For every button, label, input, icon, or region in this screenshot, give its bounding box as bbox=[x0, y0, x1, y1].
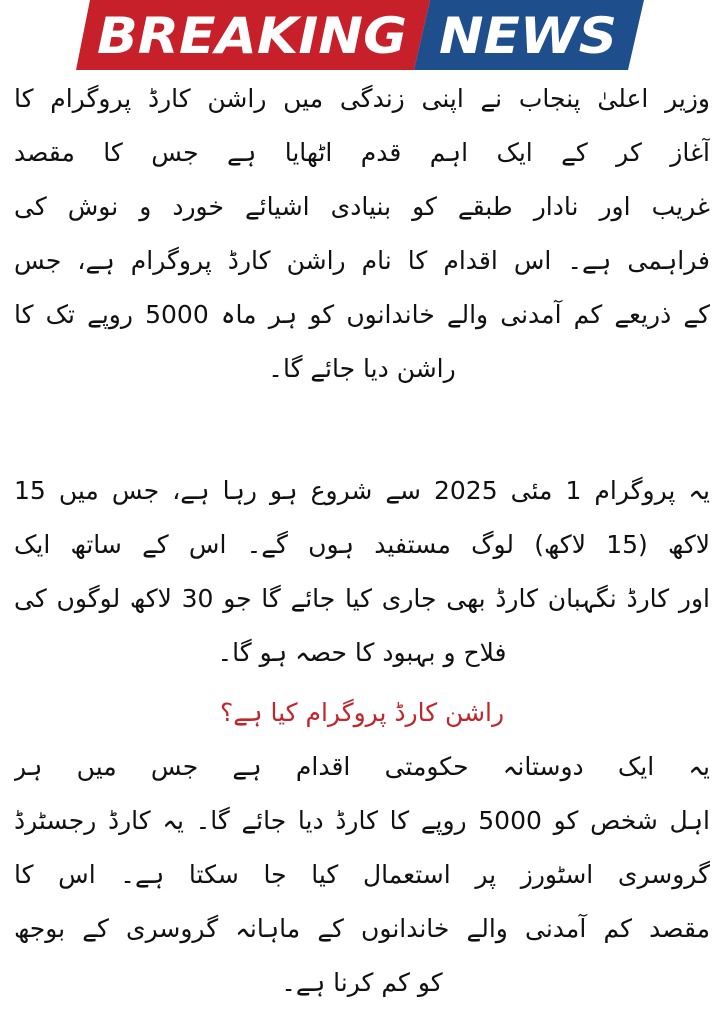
breaking-news-logo bbox=[76, 0, 644, 70]
paragraph-1-line: وزیر اعلیٰ پنجاب نے اپنی زندگی میں راشن کارڈ پروگرام کا bbox=[14, 84, 710, 113]
banner-word-breaking: BREAKING bbox=[97, 7, 407, 65]
banner-word-news: NEWS bbox=[439, 7, 617, 65]
paragraph-3-line: کو کم کرنا ہے۔ bbox=[281, 968, 443, 997]
paragraph-1-line: راشن دیا جائے گا۔ bbox=[268, 354, 456, 383]
paragraph-3-line: یہ ایک دوستانہ حکومتی اقدام ہے جس میں ہر bbox=[14, 752, 710, 781]
paragraph-1-line: آغاز کر کے ایک اہم قدم اٹھایا ہے جس کا مقصد bbox=[14, 138, 710, 167]
paragraph-2-line: اور کارڈ نگہبان کارڈ بھی جاری کیا جائے گا جو 30 لاکھ لوگوں کی bbox=[14, 584, 710, 613]
paragraph-2-line: یہ پروگرام 1 مئی 2025 سے شروع ہو رہا ہے، جس میں 15 bbox=[14, 476, 710, 505]
paragraph-2-line: فلاح و بہبود کا حصہ ہو گا۔ bbox=[217, 638, 507, 667]
paragraph-1-line: کے ذریعے کم آمدنی والے خاندانوں کو ہر ماہ 5000 روپے تک کا bbox=[14, 300, 710, 329]
paragraph-3-line: اہل شخص کو 5000 روپے کا کارڈ دیا جائے گا۔ یہ کارڈ رجسٹرڈ bbox=[14, 806, 710, 835]
section-heading: راشن کارڈ پروگرام کیا ہے؟ bbox=[219, 698, 505, 727]
breaking-news-banner bbox=[76, 0, 644, 70]
paragraph-3-line: مقصد کم آمدنی والے خاندانوں کے ماہانہ گروسری کے بوجھ bbox=[14, 914, 710, 943]
paragraph-2-line: لاکھ (15 لاکھ) لوگ مستفید ہوں گے۔ اس کے ساتھ ایک bbox=[14, 530, 710, 559]
paragraph-1-line: غریب اور نادار طبقے کو بنیادی اشیائے خورد و نوش کی bbox=[14, 192, 710, 221]
paragraph-1-line: فراہمی ہے۔ اس اقدام کا نام راشن کارڈ پروگرام ہے، جس bbox=[14, 246, 710, 275]
paragraph-3-line: گروسری اسٹورز پر استعمال کیا جا سکتا ہے۔ اس کا bbox=[14, 860, 710, 889]
article-body bbox=[0, 72, 724, 1022]
